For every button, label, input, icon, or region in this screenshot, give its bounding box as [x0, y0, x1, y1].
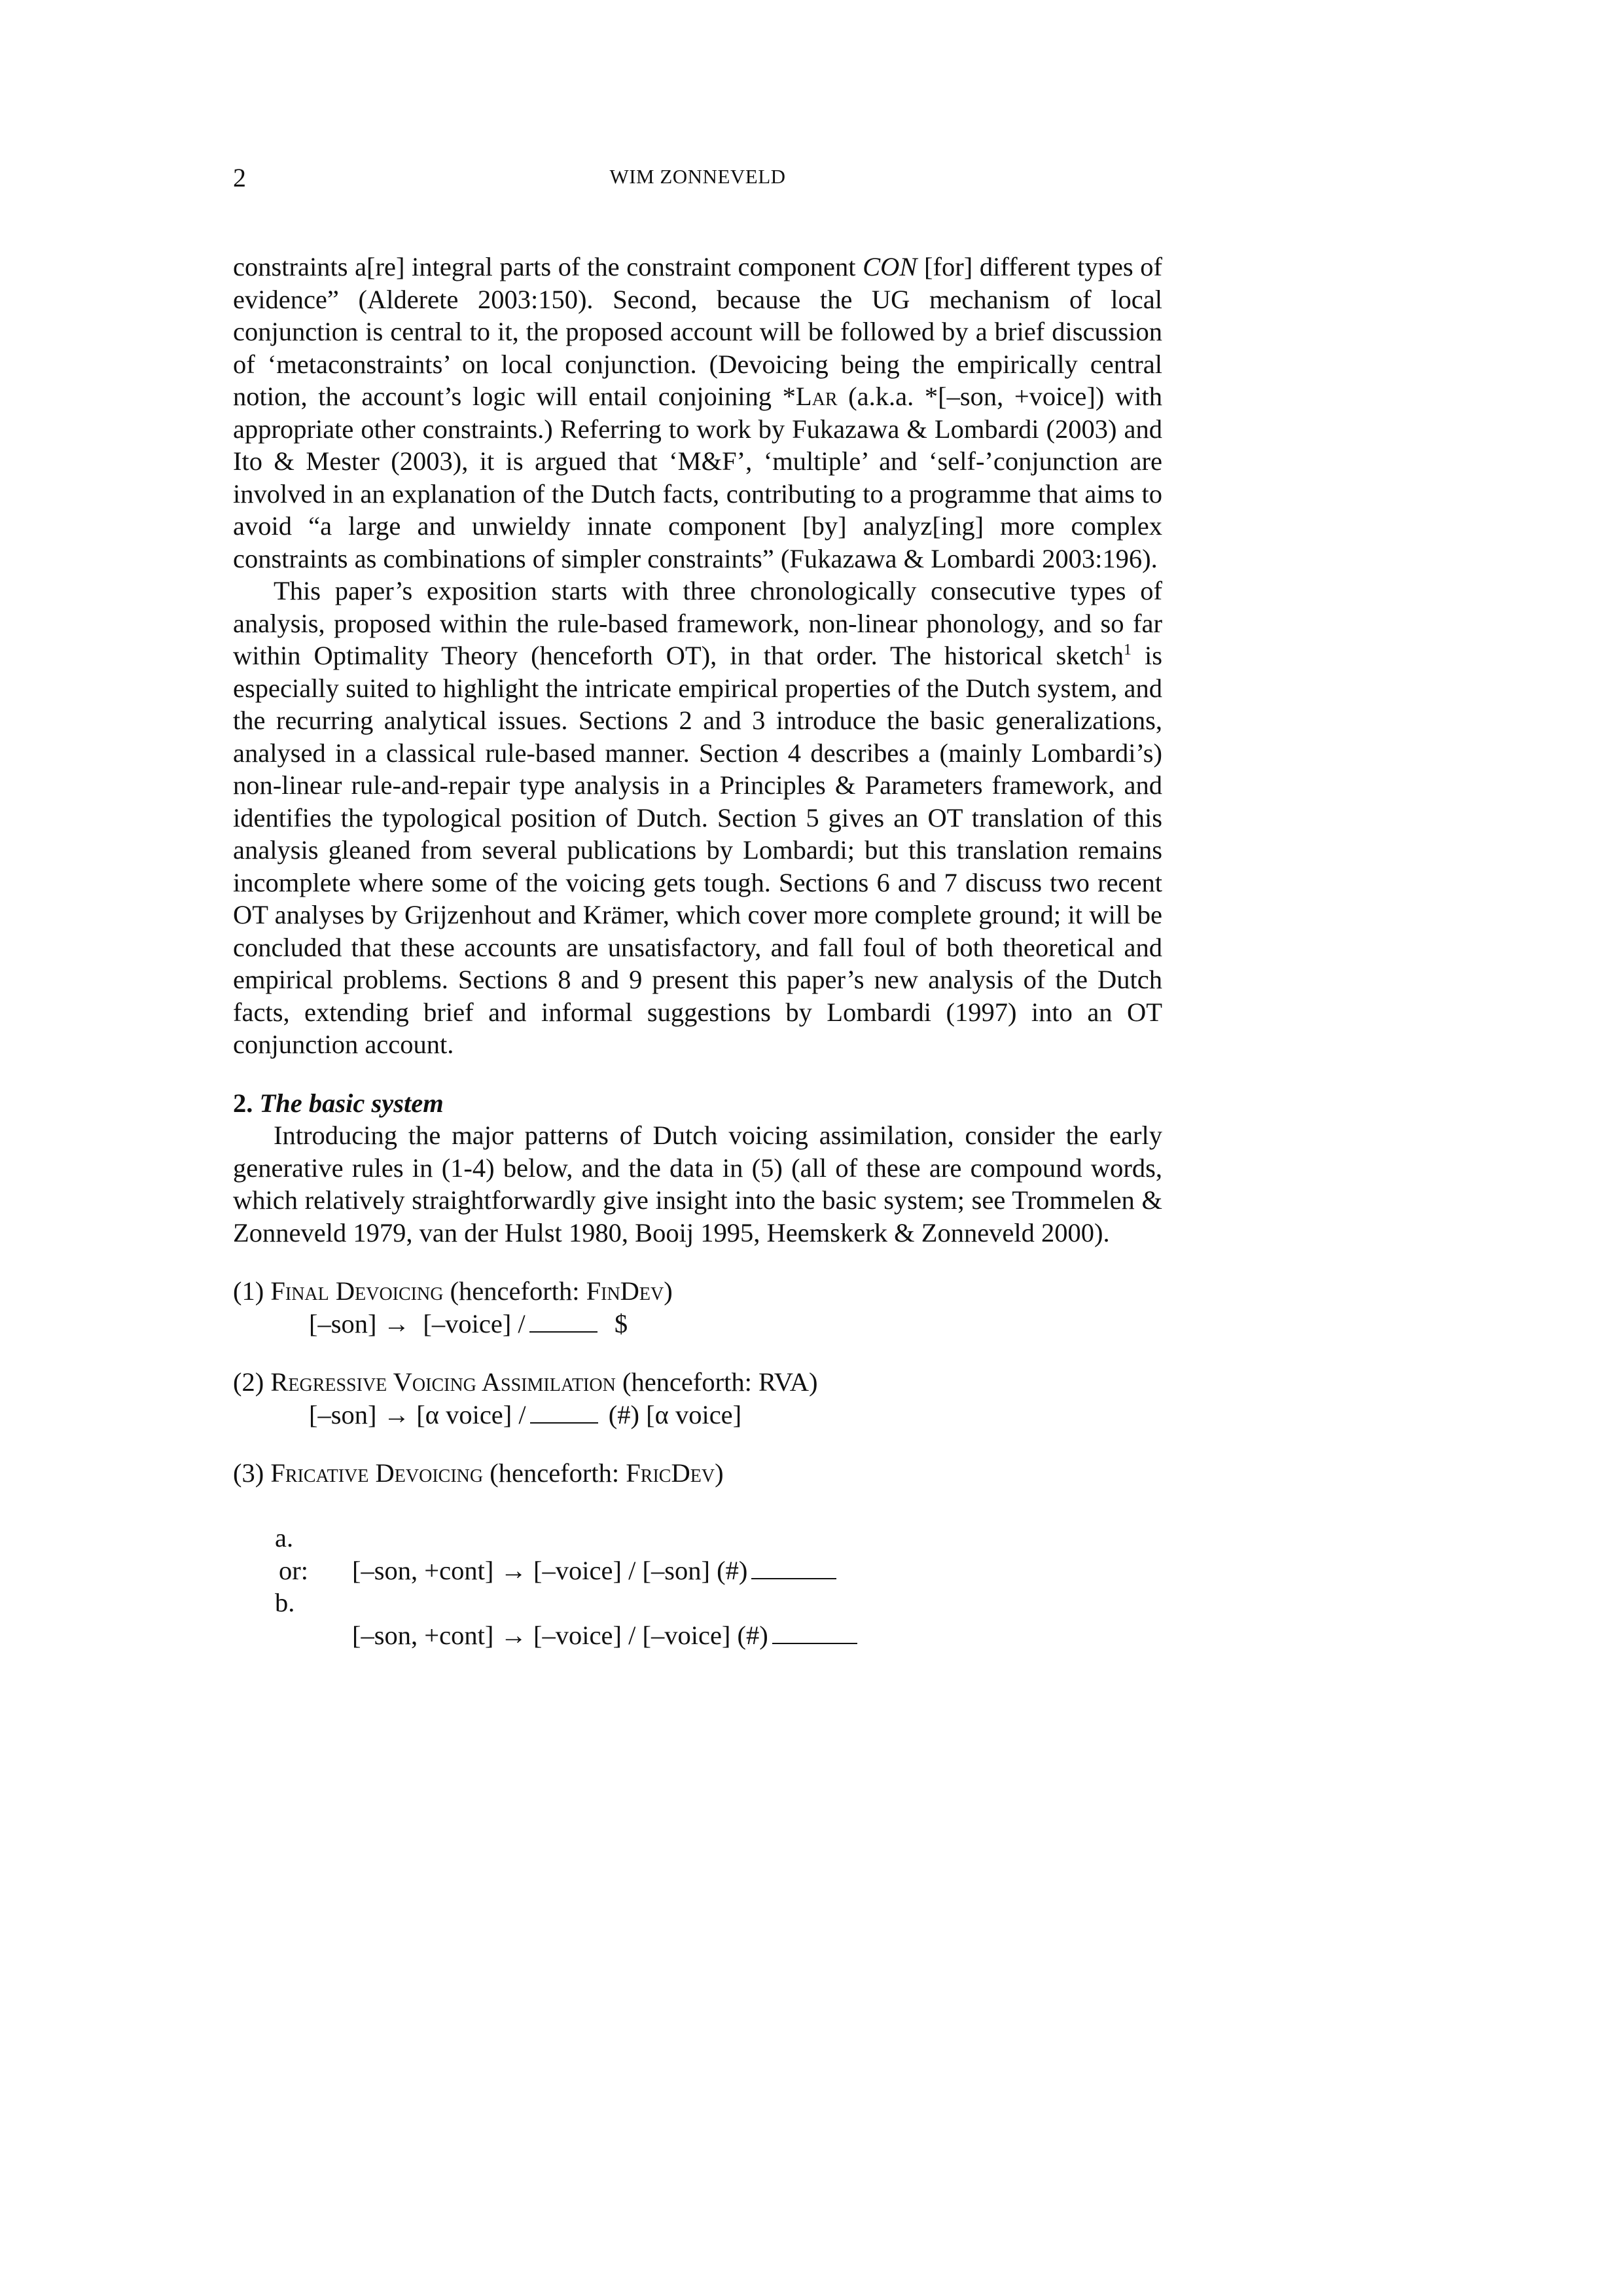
rule-2 — [233, 1366, 1162, 1431]
lar-constraint: Lar — [795, 382, 838, 411]
rule-3-abbr-pre: (henceforth: — [483, 1458, 626, 1488]
rule-1-abbr-pre: (henceforth: — [443, 1276, 586, 1306]
rule-2-formula-right: (#) [α voice] — [608, 1399, 742, 1429]
section-title: The basic system — [259, 1088, 444, 1118]
blank-line — [530, 1422, 598, 1424]
rule-3-b-label: b. — [275, 1588, 295, 1617]
rule-2-abbr: RVA — [758, 1367, 810, 1397]
rule-1-formula — [233, 1308, 1162, 1340]
rule-3-or-label: or: — [279, 1555, 308, 1585]
rule-3-a-formula: [–son, +cont] → [–voice] / [–son] (#) — [352, 1555, 748, 1585]
page-number: 2 — [233, 163, 246, 192]
rule-2-label — [233, 1366, 1162, 1399]
con-term: CON — [863, 252, 918, 281]
paragraph-2-text-b: is especially suited to highlight the intricate empirical properties of the Dutch system, and the recurring analytical issues. Sections 2 and 3 introduce the basic generalizations, analysed in a classical rule-based manner. Section 4 describes a (mainly Lombardi’s) non-linear rule-and-repair type analysis in a Principles & Parameters framework, and identifies the typological position of Dutch. Section 5 gives an OT translation of this analysis gleaned from several publications by Lombardi; but this translation remains incomplete where some of the voicing gets tough. Sections 6 and 7 discuss two recent OT analyses by Grijzenhout and Krämer, which cover more complete ground; it will be concluded that these accounts are unsatisfactory, and fall foul of both theoretical and empirical problems. Sections 8 and 9 present this paper’s new analysis of the Dutch facts, extending brief and informal suggestions by Lombardi (1997) into an OT conjunction account. — [233, 641, 1163, 1059]
rule-3 — [233, 1457, 1162, 1650]
paragraph-1-text-a: constraints a[re] integral parts of the constraint component — [233, 252, 863, 281]
rule-1-abbr-post: ) — [664, 1276, 673, 1306]
rule-1 — [233, 1275, 1162, 1340]
rule-3-option-b — [233, 1554, 1162, 1650]
rule-2-formula — [233, 1399, 1162, 1431]
paragraph-1-text-b: [for] different types of evidence” (Alderete 2003:150). Second, because the UG mechanism of local conjunction is central to it, the proposed account will be followed by a brief discussion of ‘metaconstraints’ on local conjunction. (Devoicing being the empirically central notion, the account’s logic will entail conjoining * — [233, 252, 1162, 411]
rule-1-abbr: FinDev — [586, 1276, 664, 1306]
rule-1-name: Final Devoicing — [270, 1276, 444, 1306]
rule-3-number: (3) — [233, 1458, 271, 1488]
rule-3-abbr-post: ) — [715, 1458, 724, 1488]
paragraph-1 — [233, 251, 1162, 575]
section-heading — [233, 1087, 1162, 1120]
rule-1-formula-left: [–son] → [–voice] / — [309, 1308, 526, 1338]
rule-3-abbr: FricDev — [626, 1458, 715, 1488]
page-header — [233, 162, 1162, 208]
page-body — [233, 251, 1163, 1650]
blank-line — [772, 1643, 857, 1644]
rule-2-abbr-post: ) — [809, 1367, 818, 1397]
rule-2-name: Regressive Voicing Assimilation — [270, 1367, 616, 1397]
rule-3-b-formula-wrap — [352, 1619, 861, 1652]
section-number: 2. — [233, 1088, 253, 1118]
paragraph-2 — [233, 575, 1162, 1061]
rule-1-label — [233, 1275, 1162, 1308]
rule-2-formula-left: [–son] → [α voice] / — [309, 1399, 526, 1429]
blank-line — [529, 1331, 597, 1333]
rule-3-label — [233, 1457, 1162, 1490]
section-2-paragraph: Introducing the major patterns of Dutch voicing assimilation, consider the early generative rules in (1-4) below, and the data in (5) (all of these are compound words, which relatively straightforwardly give insight into the basic system; see Trommelen & Zonneveld 1979, van der Hulst 1980, Booij 1995, Heemskerk & Zonneveld 2000). — [233, 1121, 1162, 1247]
footnote-marker[interactable]: 1 — [1124, 641, 1132, 658]
rule-3-b-formula: [–son, +cont] → [–voice] / [–voice] (#) — [352, 1620, 768, 1650]
paragraph-2-text-a: This paper’s exposition starts with three chronologically consecutive types of analysis, proposed within the rule-based framework, non-linear phonology, and so far within Optimality Theory (henceforth OT), in that order. The historical sketch — [233, 576, 1162, 670]
rule-2-number: (2) — [233, 1367, 271, 1397]
rule-1-formula-right: $ — [614, 1308, 628, 1338]
paragraph-1-text-c: (a.k.a. *[–son, +voice]) with appropriate other constraints.) Referring to work by Fukazawa & Lombardi (2003) and Ito & Mester (2003), it is argued that ‘M&F’, ‘multiple’ and ‘self-’conjunction are involved in an explanation of the Dutch facts, contributing to a programme that aims to avoid “a large and unwieldy innate component [by] analyz[ing] more complex constraints as combinations of simpler constraints” (Fukazawa & Lombardi 2003:196). — [233, 382, 1162, 573]
rule-2-abbr-pre: (henceforth: — [615, 1367, 758, 1397]
rule-1-number: (1) — [233, 1276, 271, 1306]
rule-3-name: Fricative Devoicing — [270, 1458, 484, 1488]
running-head: WIM ZONNEVELD — [609, 165, 786, 188]
rule-3-a-label: a. — [275, 1523, 294, 1552]
